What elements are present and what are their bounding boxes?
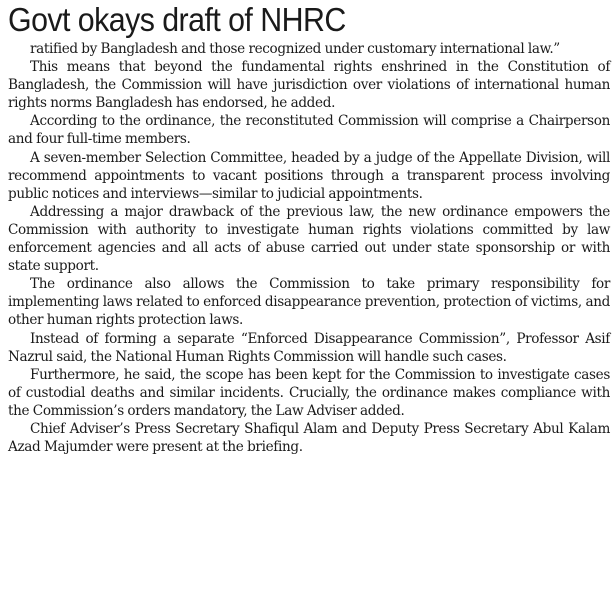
paragraph-4: A seven-member Selection Committee, headed by a judge of the Appellate Division, will recommend appointments to vacant positions through a transparent process involving public notices and interviews—similar to judicial appointments. <box>8 149 610 202</box>
paragraph-3: According to the ordinance, the reconstituted Commission will comprise a Chairperson and four full-time members. <box>8 113 610 148</box>
paragraph-2: This means that beyond the fundamental rights enshrined in the Constitution of Bangladesh, the Commission will have jurisdiction over violations of international human rights norms Bangladesh has endorsed, he added. <box>8 59 610 112</box>
paragraph-8: Furthermore, he said, the scope has been kept for the Commission to investigate cases of custodial deaths and similar incidents. Crucially, the ordinance makes compliance with the Commission’s orders mandatory, the Law Adviser added. <box>8 366 610 419</box>
paragraph-1: ratified by Bangladesh and those recognized under customary international law.” <box>30 41 560 57</box>
headline: Govt okays draft of NHRC <box>8 1 346 38</box>
paragraph-5: Addressing a major drawback of the previous law, the new ordinance empowers the Commission with authority to investigate human rights violations committed by law enforcement agencies and all acts of abuse carried out under state sponsorship or with state support. <box>8 203 610 275</box>
paragraph-9: Chief Adviser’s Press Secretary Shafiqul Alam and Deputy Press Secretary Abul Kalam Azad Majumder were present at the briefing. <box>8 420 610 456</box>
paragraph-7: Instead of forming a separate “Enforced Disappearance Commission”, Professor Asif Nazrul said, the National Human Rights Commission will handle such cases. <box>8 330 610 365</box>
paragraph-6: The ordinance also allows the Commission to take primary responsibility for implementing laws related to enforced disappearance prevention, protection of victims, and other human rights protection laws. <box>8 276 610 329</box>
article-body <box>8 40 610 456</box>
